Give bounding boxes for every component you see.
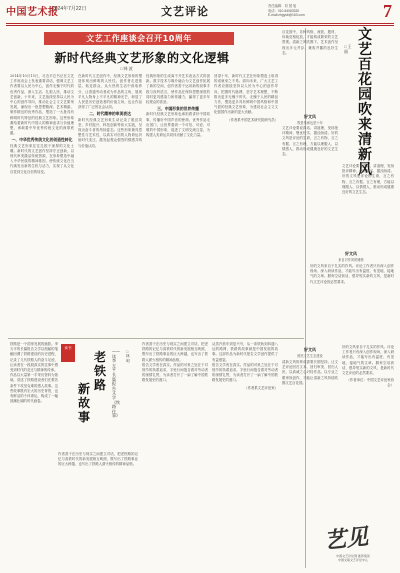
feature-column-3 [146, 74, 210, 336]
lower-text: 作品以大量第一手采访资料为基础，讲述了铁路建设者们在艰苦条件下攻坚克难的感人故事。这些故事既有宏大的历史背景，也有鲜活的个体命运，构成了一幅波澜壮阔的时代画卷。 [10, 373, 58, 404]
feature-text: 在新时代文艺创作中，经典文艺形象的塑造体现出鲜明的人民性。创作者走进基层、贴近群众，从火热的生活中汲取养分，让普通劳动者成为作品的主角，展现平凡人物身上不平凡的精神光芒，彰显了人民是历史创造者的价值立场，也让作品获得了广泛的社会认同。 [78, 74, 142, 110]
feature-text: 经典文艺形象往往扎根于深厚的文化土壤。新时代的文艺创作坚持守正创新，以现代审美激活传统资源，在形象塑造中融入中华民族的精神基因，使传统文化在当代焕发出新的生机与活力，实现了从文化自觉到文化自信的转变。 [10, 143, 74, 174]
feature-byline: □ 韩 波 [120, 66, 133, 71]
lower-byline: □ 林 明 [126, 350, 130, 363]
right-text: 文艺评论要说真话、讲道理，发扬批评精神，褒优贬劣、激浊扬清。好的文风是评论的生命，言之有物、言之有据、言之有理，方能以理服人、以情感人，推动形成健康良好的文艺生态。 [282, 126, 338, 157]
right-text: 清新文风的养成需要长期坚持。让文艺评论回归文本、回归审美、回归人民，以真诚之心对待作品，以专业之眼审视创作，才能让清新之风持续吹拂文艺百花园。 [282, 360, 338, 385]
feature-headline: 新时代经典文艺形象的文化逻辑 [54, 51, 230, 65]
lower-tag: 读书 [61, 344, 75, 362]
lower-text: 从蒸汽机车到复兴号，从一条铁轨到四通八达的路网，铁路的故事就是中国发展的故事。这部作品为新时代报告文学创作提供了有益借鉴。 [212, 342, 278, 362]
feature-text: 新时代经典文艺形象生动记录了脱贫攻坚、乡村振兴、科技创新等伟大实践，呈现出奋斗者的昂扬姿态。这些形象兼具思想性与艺术性，以真实可信的人物命运折射时代变迁，激发起观众强烈的情感共鸣与价值认同。 [78, 117, 142, 148]
right-intro-text: 百花园中，各种风格、流派、题材、体裁竞相绽放，才能构成繁荣的文艺景观。清新之风吹拂下，艺术创作呈现出多元并存、兼收并蓄的良好生态。 [282, 30, 338, 55]
right-text: 好的文风来自于扎实的作风。评论工作者只有深入创作现场、深入研读作品，才能写出有温度、有见地、接地气的文章。摒弃空话套话，倡导短实新的文风，是新时代文艺评论的必然要求。 [310, 264, 394, 284]
feature-banner: 文艺工作座谈会召开10周年 [44, 32, 234, 45]
editor-line: 责任编辑：刘 国 旭 [268, 4, 297, 8]
right-subhead-1: 好文风 [304, 114, 316, 119]
feature-column-2 [78, 74, 142, 336]
header-rule-thin [6, 25, 394, 26]
feature-column-1 [10, 74, 74, 336]
lower-column-1 [10, 342, 58, 568]
column-logo [312, 520, 394, 570]
lower-text: 报告文学贵在真实。作品的可贵之处在于对细节的执着追求，字里行间饱含着对劳动者的深情礼赞，为读者打开了一扇了解中国铁路发展史的窗口。 [212, 362, 278, 383]
feature-column-4 [214, 74, 278, 336]
right-intro [282, 30, 338, 110]
feature-text: 回望十年，新时代文艺在形象塑造上取得的成就来之不易。面向未来，广大文艺工作者应继续坚持以人民为中心的创作导向，把握时代脉搏，坚守艺术理想，不断推出更多无愧于时代、无愧于人民的精品力作，塑造更多具有鲜明中国风格和中国气派的经典文艺形象，为建设社会主义文化强国作出新的更大贡献。 [214, 74, 278, 115]
page-number: 7 [383, 1, 392, 21]
issue-date: 2024年7月22日 [52, 6, 87, 12]
section-name: 文艺评论 [161, 5, 209, 18]
header-rule [6, 23, 394, 24]
right-subcaption-1: 既是传承也是十年 [297, 121, 323, 125]
section-divider [8, 338, 304, 339]
logo-caption [312, 554, 394, 562]
logo-caption-line-2: 中国文联文艺评论中心 [337, 558, 368, 562]
right-body-2 [310, 264, 394, 344]
lower-text: 作者善于在历史与现实之间建立对话，把老铁路的记忆与高铁时代的新发展相互映照，既写出了铁路事业的巨大跨越，也写出了铁路人薪火相传的精神品格。 [142, 342, 208, 362]
right-body-3b [342, 345, 394, 515]
right-title: 文艺百花园吹来清新风 [358, 27, 372, 178]
right-byline: □ 王 丽 [344, 44, 352, 54]
right-subhead-3: 好文风 [304, 347, 316, 352]
logo-text: 艺见 [322, 523, 370, 555]
lower-column-3 [142, 342, 208, 568]
masthead [6, 3, 394, 23]
logo-caption-line-1: 中国文艺评论网 推荐阅读 [336, 554, 370, 558]
lower-column-4 [212, 342, 278, 568]
right-text: 文艺评论要说真话、讲道理，发扬批评精神，褒优贬劣、激浊扬清。好的文风是评论的生命，言之有物、言之有据、言之有理，方能以理服人、以情感人，推动形成健康良好的文艺生态。 [342, 164, 394, 195]
right-body-1b [342, 164, 394, 244]
feature-text: 新时代经典文艺形象也承担着讲好中国故事、传播好中国声音的使命。优秀作品走出国门，让世界看到一个可信、可爱、可敬的中国形象，促进了文明交流互鉴，为构建人类命运共同体贡献了文化力量。 [146, 112, 210, 138]
editor-phone: 电话：010-84083330 [268, 9, 300, 13]
editor-email: E-mail:zhgysb@163.com [268, 13, 305, 17]
lower-subtitle: ——读李万平长篇报告文学《铁路往事》 [112, 349, 120, 419]
right-subhead-2: 好文风 [345, 251, 357, 256]
feature-subhead: 一、中华优秀传统文化的创造性转化 [11, 137, 73, 143]
lower-column-2 [58, 452, 138, 568]
feature-subhead: 三、中国形象的世界传播 [157, 106, 199, 112]
paper-name: 中国艺术报 [6, 7, 59, 18]
feature-text: 经典形象的生成离不开艺术表达方式的创新。数字技术与媒介融合为文艺创作拓展了新的空间，创作者善于运用新的叙事手段与视听语言，使作品在保持思想深度的同时更具感染力和传播力，赢得了更多年轻观众的喜爱。 [146, 74, 210, 105]
feature-text: 2014年10月15日，习近平总书记在文艺工作座谈会上发表重要讲话，强调文艺工作者要以人民为中心，创作无愧于时代的优秀作品，深入生活、扎根人民，推动文艺创新。十年来，文艺战线坚持以人民为中心的创作导向，推动社会主义文艺繁荣发展，涌现出一批思想精深、艺术精湛、制作精良的优秀作品，塑造了一大批具有鲜明时代特征的经典文艺形象。这些形象凝结着新时代中国人的精神追求与价值理想，承载着中华优秀传统文化的深厚底蕴。 [10, 74, 74, 136]
lower-text: 铁路是一个国家发展的缩影。李万平的长篇报告文学以细腻的笔触回溯了铁路建设的历史进程，记录了几代铁路人的奋斗足迹，让读者在一段段真实的往事中感受到时代的变迁与精神的传承。 [10, 342, 58, 373]
lower-signature: （作者系文艺评论家） [244, 385, 278, 390]
right-body-3 [282, 360, 338, 510]
lower-title-b: 新故事 [78, 382, 91, 424]
right-subcaption-2: 来自对作风的锤炼 [338, 258, 364, 262]
lower-text: 作者善于在历史与现实之间建立对话，把老铁路的记忆与高铁时代的新发展相互映照，既写出了铁路事业的巨大跨越，也写出了铁路人薪火相传的精神品格。 [58, 452, 138, 467]
lower-title-a: 老铁路 [94, 350, 107, 392]
feature-signature: （作者系中国艺术研究院研究员） [227, 117, 278, 122]
right-signature: （作者单位：中国文艺评论家协会） [346, 378, 394, 388]
right-subcaption-3: 照亮文艺生态建设 [297, 354, 323, 358]
lower-text: 报告文学贵在真实。作品的可贵之处在于对细节的执着追求，字里行间饱含着对劳动者的深情礼赞，为读者打开了一扇了解中国铁路发展史的窗口。 [142, 362, 208, 383]
right-text: 好的文风来自于扎实的作风。评论工作者只有深入创作现场、深入研读作品，才能写出有温度、有见地、接地气的文章。摒弃空话套话，倡导短实新的文风，是新时代文艺评论的必然要求。 [342, 345, 394, 376]
feature-subhead: 二、时代精神的审美表达 [89, 111, 131, 117]
